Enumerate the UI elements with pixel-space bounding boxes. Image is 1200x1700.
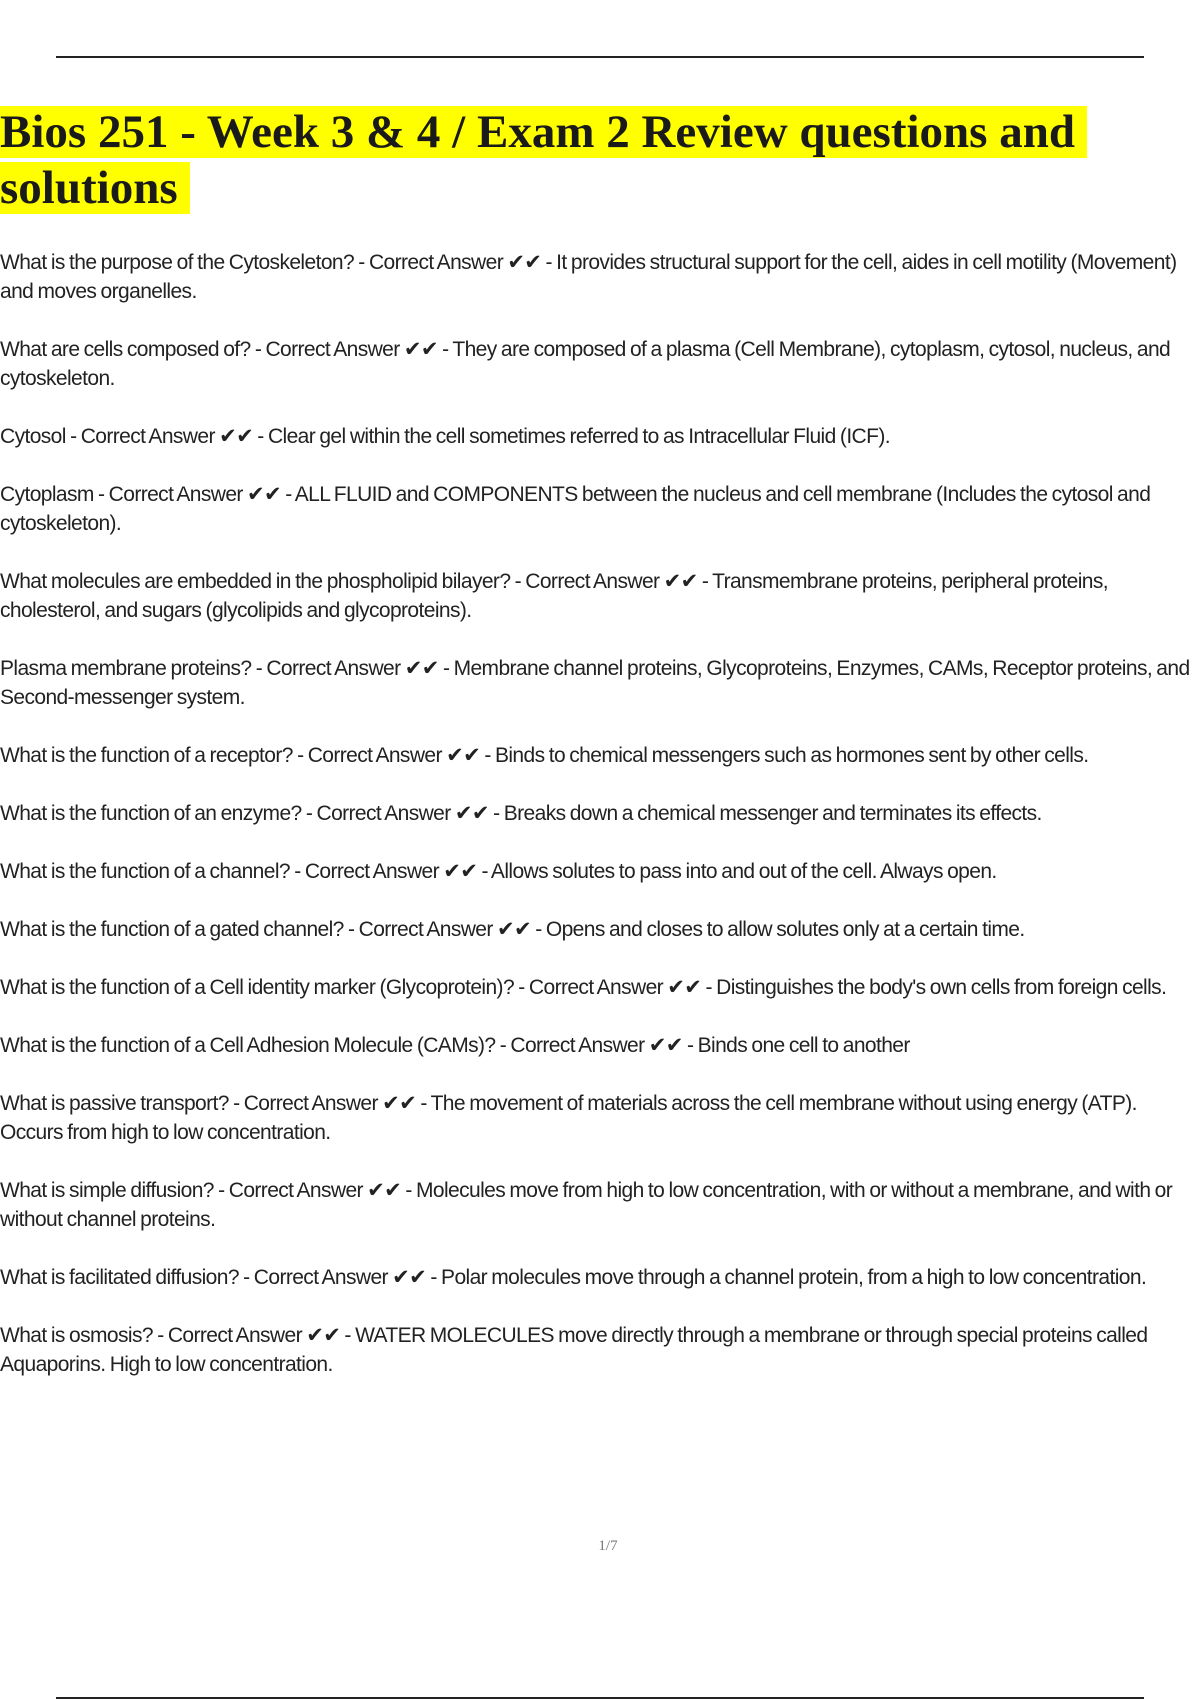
answer-text: Allows solutes to pass into and out of the cell. Always open. <box>490 860 997 883</box>
correct-answer-marker: Correct Answer ✔✔ - <box>525 570 713 593</box>
correct-answer-marker: Correct Answer ✔✔ - <box>228 1179 416 1202</box>
question-text: What is the function of a Cell Adhesion Molecule (CAMs)? <box>0 1034 496 1057</box>
question-separator: - <box>495 1034 511 1057</box>
question-separator: - <box>289 860 305 883</box>
qa-item <box>0 857 1200 886</box>
qa-item <box>0 1031 1200 1060</box>
qa-item <box>0 567 1200 625</box>
question-text: What is the function of a receptor? <box>0 744 293 767</box>
question-separator: - <box>301 802 317 825</box>
question-text: What is the function of a gated channel? <box>0 918 344 941</box>
answer-text: Polar molecules move through a channel protein, from a high to low concentration. <box>441 1266 1147 1289</box>
question-separator: - <box>238 1266 254 1289</box>
question-separator: - <box>250 338 266 361</box>
question-text: What are cells composed of? <box>0 338 251 361</box>
answer-text: Clear gel within the cell sometimes referred to as Intracellular Fluid (ICF). <box>267 425 890 448</box>
correct-answer-marker: Correct Answer ✔✔ - <box>265 338 453 361</box>
correct-answer-marker: Correct Answer ✔✔ - <box>316 802 504 825</box>
answer-text: Transmembrane proteins, peripheral proteins, cholesterol, and sugars (glycolipids and glycoproteins). <box>0 570 1109 622</box>
correct-answer-marker: Correct Answer ✔✔ - <box>80 425 268 448</box>
question-text: What is the function of a Cell identity marker (Glycoprotein)? <box>0 976 515 999</box>
correct-answer-marker: Correct Answer ✔✔ - <box>304 860 491 883</box>
qa-item <box>0 1089 1200 1147</box>
question-text: What is the function of an enzyme? <box>0 802 302 825</box>
qa-item <box>0 480 1200 538</box>
correct-answer-marker: Correct Answer ✔✔ - <box>510 1034 698 1057</box>
question-separator: - <box>354 251 369 274</box>
qa-item <box>0 335 1200 393</box>
question-text: What is facilitated diffusion? <box>0 1266 239 1289</box>
answer-text: ALL FLUID and COMPONENTS between the nucleus and cell membrane (Includes the cytosol and cytoskeleton). <box>0 483 1151 535</box>
answer-text: Breaks down a chemical messenger and terminates its effects. <box>503 802 1042 825</box>
correct-answer-marker: Correct Answer ✔✔ - <box>528 976 717 999</box>
question-text: Cytosol <box>0 425 66 448</box>
bottom-rule <box>56 1697 1144 1699</box>
question-text: What is passive transport? <box>0 1092 229 1115</box>
question-separator: - <box>65 425 81 448</box>
correct-answer-marker: Correct Answer ✔✔ - <box>167 1324 356 1347</box>
correct-answer-marker: Correct Answer ✔✔ - <box>243 1092 431 1115</box>
page-number: 1/7 <box>598 1538 618 1554</box>
question-text: What is simple diffusion? <box>0 1179 214 1202</box>
top-rule <box>56 56 1144 58</box>
correct-answer-marker: Correct Answer ✔✔ - <box>358 918 546 941</box>
qa-item <box>0 741 1200 770</box>
correct-answer-marker: Correct Answer ✔✔ - <box>307 744 495 767</box>
question-separator: - <box>292 744 308 767</box>
question-separator: - <box>93 483 109 506</box>
question-text: Cytoplasm <box>0 483 94 506</box>
qa-item <box>0 654 1200 712</box>
qa-item <box>0 1176 1200 1234</box>
answer-text: Opens and closes to allow solutes only at a certain time. <box>545 918 1025 941</box>
qa-item <box>0 799 1200 828</box>
answer-text: Distinguishes the body's own cells from foreign cells. <box>716 976 1167 999</box>
qa-item <box>0 422 1200 451</box>
qa-item <box>0 915 1200 944</box>
answer-text: The movement of materials across the cell membrane without using energy (ATP). Occurs from high to low concentration. <box>0 1092 1137 1144</box>
question-separator: - <box>152 1324 168 1347</box>
correct-answer-marker: Correct Answer ✔✔ - <box>266 657 454 680</box>
question-separator: - <box>213 1179 229 1202</box>
correct-answer-marker: Correct Answer ✔✔ - <box>368 251 557 274</box>
answer-text: Membrane channel proteins, Glycoproteins, Enzymes, CAMs, Receptor proteins, and Second-messenger system. <box>0 657 1190 709</box>
qa-item <box>0 248 1200 306</box>
answer-text: Binds to chemical messengers such as hormones sent by other cells. <box>494 744 1089 767</box>
question-separator: - <box>510 570 526 593</box>
question-text: What is the purpose of the Cytoskeleton? <box>0 251 355 274</box>
answer-text: WATER MOLECULES move directly through a membrane or through special proteins called Aquaporins. High to low concentration. <box>0 1324 1148 1376</box>
question-separator: - <box>514 976 529 999</box>
document-title-text: Bios 251 - Week 3 & 4 / Exam 2 Review questions and solutions <box>0 106 1087 214</box>
answer-text: Molecules move from high to low concentration, with or without a membrane, and with or without channel proteins. <box>0 1179 1173 1231</box>
qa-item <box>0 973 1200 1002</box>
question-separator: - <box>343 918 359 941</box>
qa-list <box>0 248 1200 1408</box>
correct-answer-marker: Correct Answer ✔✔ - <box>253 1266 442 1289</box>
qa-item <box>0 1321 1200 1379</box>
question-text: What molecules are embedded in the phospholipid bilayer? <box>0 570 511 593</box>
answer-text: Binds one cell to another <box>697 1034 910 1057</box>
qa-item <box>0 1263 1200 1292</box>
correct-answer-marker: Correct Answer ✔✔ - <box>108 483 295 506</box>
question-text: What is the function of a channel? <box>0 860 290 883</box>
document-title <box>0 104 1160 216</box>
answer-text: They are composed of a plasma (Cell Membrane), cytoplasm, cytosol, nucleus, and cytoskeleton. <box>0 338 1171 390</box>
question-separator: - <box>251 657 267 680</box>
question-text: Plasma membrane proteins? <box>0 657 252 680</box>
question-separator: - <box>228 1092 244 1115</box>
answer-text: It provides structural support for the cell, aides in cell motility (Movement) and moves organelles. <box>0 251 1177 303</box>
question-text: What is osmosis? <box>0 1324 153 1347</box>
